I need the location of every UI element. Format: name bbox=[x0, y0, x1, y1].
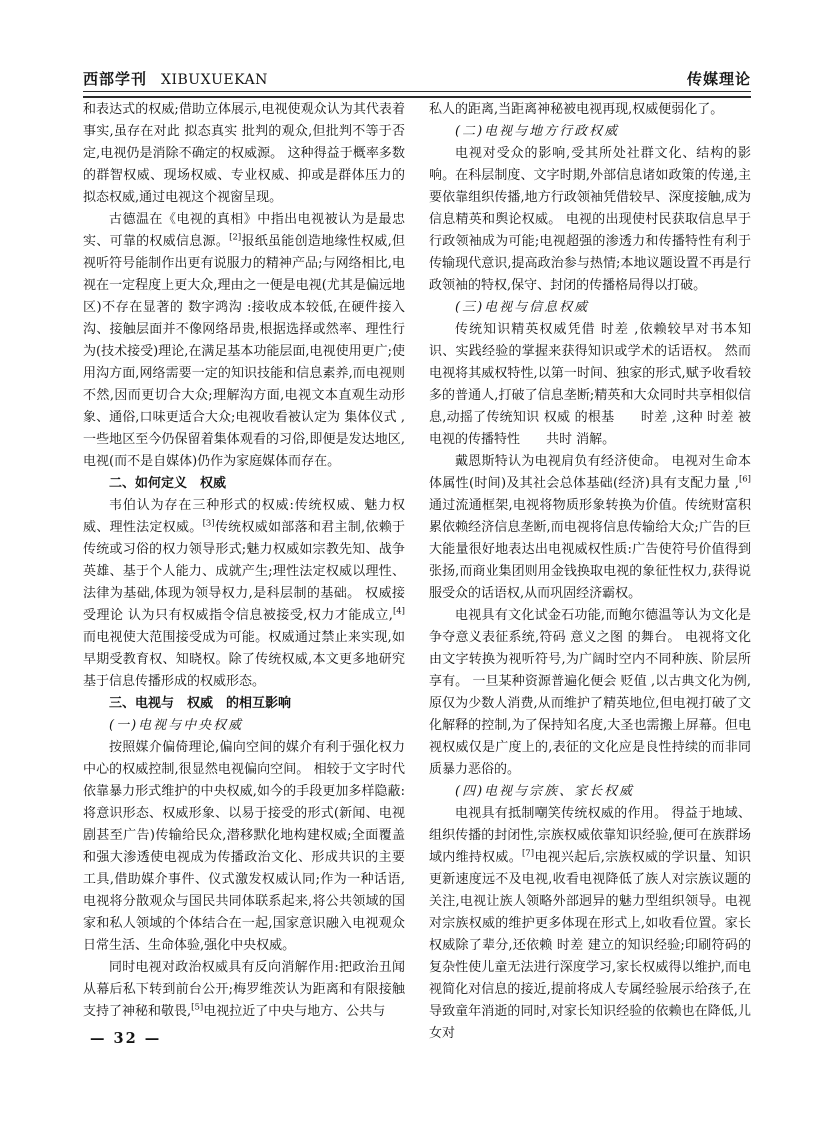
page-number: — 32 — bbox=[90, 1030, 162, 1047]
footnote-reference: [2] bbox=[229, 232, 242, 243]
footnote-reference: [4] bbox=[392, 606, 405, 617]
header-divider-rule bbox=[83, 91, 751, 98]
paragraph: 戴恩斯特认为电视肩负有经济使命。 电视对生命本体属性(时间)及其社会总体基础(经济)具有支配力量 ,[6]通过流通框架,电视将物质形象转换为价值。传统财富积累依赖经济信息垄断,而电视将信息传输给大众;广告的巨大能量很好地表达出电视威权性质:广告使符号价值得到张扬,而商业集团则用金钱换取电视的象征性权力,获得说服受众的话语权,从而巩固经济霸权。 bbox=[429, 454, 751, 601]
section-label: 传媒理论 bbox=[686, 70, 751, 88]
paragraph: 同时电视对政治权威具有反向消解作用:把政治丑闻从幕后私下转到前台公开;梅罗维茨认为距离和有限接触支持了神秘和敬畏,[5]电视拉近了中央与地方、公共与 bbox=[83, 960, 405, 1019]
paragraph: 私人的距离,当距离神秘被电视再现,权威便弱化了。 bbox=[429, 102, 724, 117]
subsection-heading: (二)电视与地方行政权威 bbox=[455, 124, 620, 139]
subsection-heading: (四)电视与宗族、家长权威 bbox=[455, 784, 635, 799]
section-heading: 三、电视与 权威 的相互影响 bbox=[109, 696, 292, 711]
journal-name-pinyin: XIBUXUEKAN bbox=[161, 72, 268, 88]
paragraph: 电视具有抵制嘲笑传统权威的作用。 得益于地域、组织传播的封闭性,宗族权威依靠知识经验,便可在族群场域内维持权威。[7]电视兴起后,宗族权威的学识量、知识更新速度远不及电视,收看电视降低了族人对宗族议题的关注,电视让族人领略外部迥异的魅力型组织领导。电视对宗族权威的维护更多体现在形式上,如收看位置。家长权威除了辈分,还依赖 时差 建立的知识经验;印刷符码的复杂性使儿童无法进行深度学习,家长权威得以维护,而电视简化对信息的接近,提前将成人专属经验展示给孩子,在导致童年消逝的同时,对家长知识经验的依赖也在降低,儿女对 bbox=[429, 806, 751, 1041]
paragraph: 古德温在《电视的真相》中指出电视被认为是最忠实、可靠的权威信息源。[2]报纸虽能创造地缘性权威,但视听符号能制作出更有说服力的精神产品;与网络相比,电视在一定程度上更大众,理由之一便是电视(尤其是偏远地区)不存在显著的 数字鸿沟 :接收成本较低,在硬件接入沟、接触层面并不像网络昂贵,根据选择或然率、理性行为(技术接受)理论,在满足基本功能层面,电视使用更广;使用沟方面,网络需要一定的知识技能和信息素养,而电视则不然,因而更切合大众;理解沟方面,电视文本直观生动形象、通俗,口味更适合大众;电视收看被认定为 集体仪式 ,一些地区至今仍保留着集体观看的习俗,即便是发达地区,电视(而不是自媒体)仍作为家庭媒体而存在。 bbox=[83, 212, 405, 469]
paragraph: 和表达式的权威;借助立体展示,电视使观众认为其代表着事实,虽存在对此 拟态真实 批判的观众,但批判不等于否定,电视仍是消除不确定的权威源。 这种得益于概率多数的群智权威、现场权威、专业权威、抑或是群体压力的拟态权威,通过电视这个视窗呈现。 bbox=[83, 102, 405, 205]
footnote-reference: [6] bbox=[738, 474, 751, 485]
paragraph: 韦伯认为存在三种形式的权威:传统权威、魅力权威、理性法定权威。[3]传统权威如部落和君主制,依赖于传统或习俗的权力领导形式;魅力权威如宗教先知、战争英雄、基于个人能力、成就产生;理性法定权威以理性、法律为基础,体现为领导权力,是科层制的基础。 权威接受理论 认为只有权威指令信息被接受,权力才能成立,[4]而电视使大范围接受成为可能。权威通过禁止来实现,如早期受教育权、知晓权。除了传统权威,本文更多地研究基于信息传播形成的权威形态。 bbox=[83, 498, 405, 689]
section-heading: 二、如何定义 权威 bbox=[109, 476, 227, 491]
footnote-reference: [7] bbox=[521, 848, 535, 859]
right-column bbox=[429, 99, 751, 1045]
paragraph: 电视对受众的影响,受其所处社群文化、结构的影响。在科层制度、文字时期,外部信息诸如政策的传递,主要依靠组织传播,地方行政领袖凭借较早、深度接触,成为信息精英和舆论权威。 电视的出现使村民获取信息早于行政领袖成为可能;电视超强的渗透力和传播特性有利于传输现代意识,提高政治参与热情;本地议题设置不再是行政领袖的特权,保守、封闭的传播格局得以打破。 bbox=[429, 146, 751, 293]
paragraph: 按照媒介偏倚理论,偏向空间的媒介有利于强化权力中心的权威控制,很显然电视偏向空间。 相较于文字时代依靠暴力形式维护的中央权威,如今的手段更加多样隐蔽:将意识形态、权威形象、以易于接受的形式(新闻、电视剧甚至广告)传输给民众,潜移默化地构建权威;全面覆盖和强大渗透使电视成为传播政治文化、形成共识的主要工具,借助媒介事件、仪式激发权威认同;作为一种话语,电视将分散观众与国民共同体联系起来,将公共领域的国家和私人领域的个体结合在一起,国家意识融入电视观众日常生活、生命体验,强化中央权威。 bbox=[83, 740, 405, 953]
paragraph: 传统知识精英权威凭借 时差 ,依赖较早对书本知识、实践经验的掌握来获得知识或学术的话语权。 然而电视将其威权特性,以第一时间、独家的形式,赋予收看较多的普通人,打破了信息垄断;精英和大众同时共享相似信息,动摇了传统知识 权威 的根基 时差 ,这种 时差 被电视的传播特性 共时 消解。 bbox=[429, 322, 751, 447]
page-header bbox=[83, 70, 751, 89]
subsection-heading: (一)电视与中央权威 bbox=[109, 718, 244, 733]
footnote-reference: [5] bbox=[191, 1002, 204, 1013]
journal-name: 西部学刊 bbox=[83, 70, 148, 88]
journal-title-group bbox=[83, 70, 268, 89]
left-column bbox=[83, 99, 405, 1045]
article-body bbox=[83, 99, 751, 1045]
paragraph: 电视具有文化试金石功能,而鲍尔德温等认为文化是争夺意义表征系统,符码 意义之图 的舞台。 电视将文化由文字转换为视听符号,为广阔时空内不同种族、阶层所享有。 一旦某种资源普遍化便会 贬值 ,以古典文化为例,原仅为少数人消费,从而维护了精英地位,但电视打破了文化解释的控制,为了保持知名度,大圣也需搬上屏幕。但电视权威仅是广度上的,表征的文化应是良性持续的而非同质暴力恶俗的。 bbox=[429, 608, 751, 777]
footnote-reference: [3] bbox=[202, 518, 215, 529]
subsection-heading: (三)电视与信息权威 bbox=[455, 300, 590, 315]
